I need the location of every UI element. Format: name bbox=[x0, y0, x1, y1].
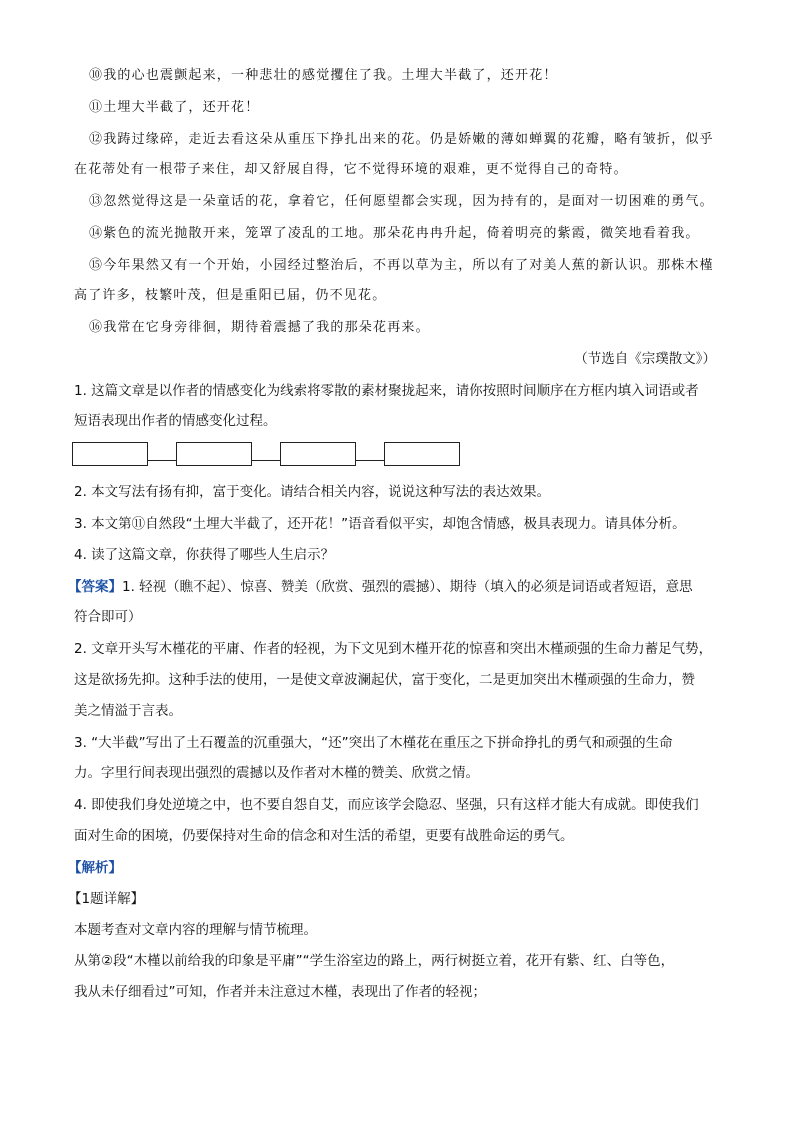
passage-p12-line2: 在花蒂处有一根带子来住，却又舒展自得，它不觉得环境的艰难，更不觉得自己的奇特。 bbox=[74, 162, 628, 177]
answer-3-line1: 3. “大半截”写出了土石覆盖的沉重强大，“还”突出了木槿花在重压之下拼命挣扎的勇气和顽强的生命 bbox=[74, 735, 673, 751]
answer-box-4[interactable] bbox=[384, 442, 460, 466]
answer-2-line2: 这是欲扬先抑。这种手法的使用，一是使文章波澜起伏，富于变化，二是更加突出木槿顽强的生命力，赞 bbox=[74, 672, 695, 688]
passage-p10: ⑩我的心也震颤起来，一种悲壮的感觉攫住了我。土埋大半截了，还开花！ bbox=[89, 68, 558, 83]
answer-2-line3: 美之情溢于言表。 bbox=[74, 703, 182, 719]
flow-connector bbox=[148, 460, 176, 461]
passage-p15-line2: 高了许多，枝繁叶茂，但是重阳已届，仍不见花。 bbox=[74, 288, 387, 303]
answer-1-line2: 符合即可） bbox=[74, 609, 142, 625]
answer-box-3[interactable] bbox=[280, 442, 356, 466]
answer-4-line2: 面对生命的困境，仍要保持对生命的信念和对生活的希望，更要有战胜命运的勇气。 bbox=[74, 828, 574, 844]
passage-source: （节选自《宗璞散文》） bbox=[574, 351, 716, 367]
question-3: 3. 本文第⑪自然段“土埋大半截了，还开花！”语音看似平实，却饱含情感，极具表现力。请具体分析。 bbox=[74, 516, 686, 532]
flow-connector bbox=[252, 460, 280, 461]
flow-connector bbox=[356, 460, 384, 461]
analysis-line-3: 我从未仔细看过”可知，作者并未注意过木槿，表现出了作者的轻视； bbox=[74, 984, 486, 1000]
answer-4-line1: 4. 即使我们身处逆境之中，也不要自怨自艾，而应该学会隐忍、坚强，只有这样才能大有成就。即使我们 bbox=[74, 797, 699, 813]
passage-p13: ⑬忽然觉得这是一朵童话的花，拿着它，任何愿望都会实现，因为持有的，是面对一切困难的勇气。 bbox=[89, 194, 714, 209]
answer-box-1[interactable] bbox=[72, 442, 148, 466]
passage-p11: ⑪土埋大半截了，还开花！ bbox=[89, 100, 260, 115]
question-2: 2. 本文写法有扬有抑，富于变化。请结合相关内容，说说这种写法的表达效果。 bbox=[74, 484, 551, 500]
answer-box-2[interactable] bbox=[176, 442, 252, 466]
answer-3-line2: 力。字里行间表现出强烈的震撼以及作者对木槿的赞美、欣赏之情。 bbox=[74, 765, 479, 781]
analysis-line-1: 本题考查对文章内容的理解与情节梳理。 bbox=[74, 922, 317, 938]
analysis-line-2: 从第②段“木槿以前给我的印象是平庸”“学生浴室边的路上，两行树挺立着，花开有紫、红、白等色， bbox=[74, 953, 675, 969]
question-4: 4. 读了这篇文章，你获得了哪些人生启示？ bbox=[74, 547, 335, 563]
answer-1-line1 bbox=[68, 577, 693, 597]
answer-2-line1: 2. 文章开头写木槿花的平庸、作者的轻视，为下文见到木槿开花的惊喜和突出木槿顽强的生命力蓄足气势， bbox=[74, 641, 713, 657]
question-1-line1: 1. 这篇文章是以作者的情感变化为线索将零散的素材聚拢起来，请你按照时间顺序在方框内填入词语或者 bbox=[74, 383, 699, 399]
analysis-sub-1: 【1题详解】 bbox=[68, 891, 145, 907]
passage-p16: ⑯我常在它身旁徘徊，期待着震撼了我的那朵花再来。 bbox=[89, 320, 430, 335]
passage-p12-line1: ⑫我踌过缘碎，走近去看这朵从重压下挣扎出来的花。仍是娇嫩的薄如蝉翼的花瓣，略有皱折，似乎 bbox=[89, 132, 714, 147]
question-1-line2: 短语表现出作者的情感变化过程。 bbox=[74, 413, 277, 429]
answer-1-text: 1. 轻视（瞧不起）、惊喜、赞美（欣赏、强烈的震撼）、期待（填入的必须是词语或者短语，意思 bbox=[122, 579, 693, 595]
answer-label: 【答案】 bbox=[68, 579, 122, 595]
emotion-flow-boxes bbox=[72, 441, 460, 467]
passage-p15-line1: ⑮今年果然又有一个开始，小园经过整治后，不再以草为主，所以有了对美人蕉的新认识。那株木槿 bbox=[89, 258, 714, 273]
analysis-label: 【解析】 bbox=[68, 860, 122, 876]
passage-p14: ⑭紫色的流光抛散开来，笼罩了凌乱的工地。那朵花冉冉升起，倚着明亮的紫霞，微笑地看着我。 bbox=[89, 226, 700, 241]
